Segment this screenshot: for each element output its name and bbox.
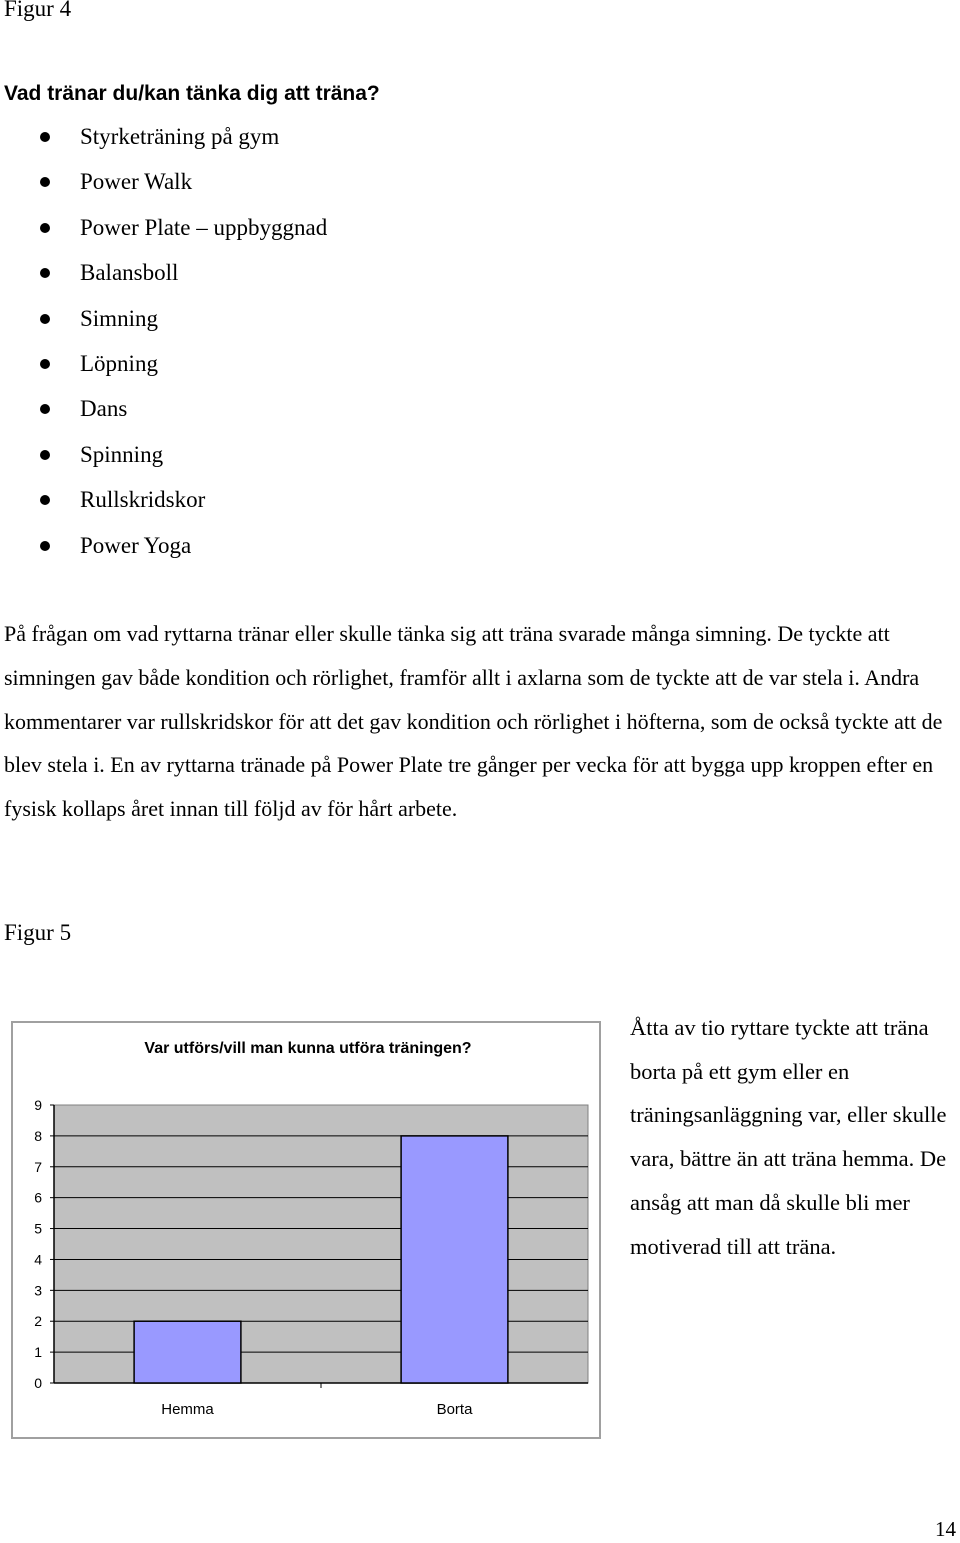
bar-chart: [11, 1021, 601, 1439]
training-list: [40, 114, 327, 568]
y-tick-label: 6: [34, 1189, 42, 1206]
bullet-icon: [40, 541, 50, 551]
y-tick-label: 5: [34, 1220, 42, 1237]
training-list-item: [40, 159, 327, 204]
bullet-icon: [40, 495, 50, 505]
training-list-label: Rullskridskor: [80, 487, 206, 513]
training-list-label: Simning: [80, 305, 158, 331]
training-list-item: [40, 296, 327, 341]
training-list-item: [40, 114, 327, 159]
training-list-label: Power Plate – uppbyggnad: [80, 214, 328, 240]
training-list-item: [40, 386, 327, 431]
training-list-label: Spinning: [80, 441, 164, 467]
bullet-icon: [40, 177, 50, 187]
chart-commentary: Åtta av tio ryttare tyckte att träna borta på ett gym eller en träningsanläggning var, eller skulle vara, bättre än att träna hemma. De ansåg att man då skulle bli mer motiverad till att träna.: [630, 1015, 947, 1259]
y-tick-label: 4: [34, 1251, 42, 1268]
bar-hemma: [134, 1321, 241, 1383]
training-list-item: [40, 432, 327, 477]
training-list-label: Power Yoga: [80, 532, 192, 558]
y-tick-label: 2: [34, 1313, 42, 1330]
y-tick-label: 9: [34, 1097, 42, 1113]
training-list-item: [40, 205, 327, 250]
bullet-icon: [40, 132, 50, 142]
training-list-label: Power Walk: [80, 169, 193, 195]
bullet-icon: [40, 223, 50, 233]
body-paragraph: På frågan om vad ryttarna tränar eller skulle tänka sig att träna svarade många simning. De tyckte att simningen gav både kondition och rörlighet, framför allt i axlarna som de tyckte att de var stela i. Andra kommentarer var rullskridskor för att det gav kondition och rörlighet i höfterna, som de också tyckte att de blev stela i. En av ryttarna tränade på Power Plate tre gånger per vecka för att bygga upp kroppen efter en fysisk kollaps året innan till följd av för hårt arbete.: [4, 621, 943, 822]
x-tick-label: Hemma: [161, 1401, 214, 1418]
training-list-label: Dans: [80, 396, 128, 422]
question-heading: Vad tränar du/kan tänka dig att träna?: [4, 82, 380, 105]
bullet-icon: [40, 404, 50, 414]
bullet-icon: [40, 359, 50, 369]
figure-5-label: Figur 5: [4, 920, 72, 945]
chart-title: Var utförs/vill man kunna utföra träningen?: [144, 1040, 472, 1057]
bar-borta: [401, 1136, 508, 1383]
training-list-item: [40, 523, 327, 568]
page-number: 14: [935, 1517, 956, 1541]
y-tick-label: 7: [34, 1158, 42, 1175]
y-tick-label: 3: [34, 1282, 42, 1299]
training-list-item: [40, 477, 327, 522]
y-tick-label: 1: [34, 1344, 42, 1361]
bar-chart-svg: [13, 1023, 599, 1437]
x-tick-label: Borta: [436, 1401, 473, 1418]
training-list-label: Styrketräning på gym: [80, 124, 280, 149]
y-tick-label: 0: [34, 1375, 42, 1391]
training-list-item: [40, 341, 327, 386]
training-list-label: Balansboll: [80, 260, 179, 286]
training-list-item: [40, 250, 327, 295]
y-tick-label: 8: [34, 1127, 42, 1144]
training-list-label: Löpning: [80, 350, 158, 376]
figure-4-label: Figur 4: [4, 0, 72, 21]
bullet-icon: [40, 314, 50, 324]
bullet-icon: [40, 268, 50, 278]
bullet-icon: [40, 450, 50, 460]
